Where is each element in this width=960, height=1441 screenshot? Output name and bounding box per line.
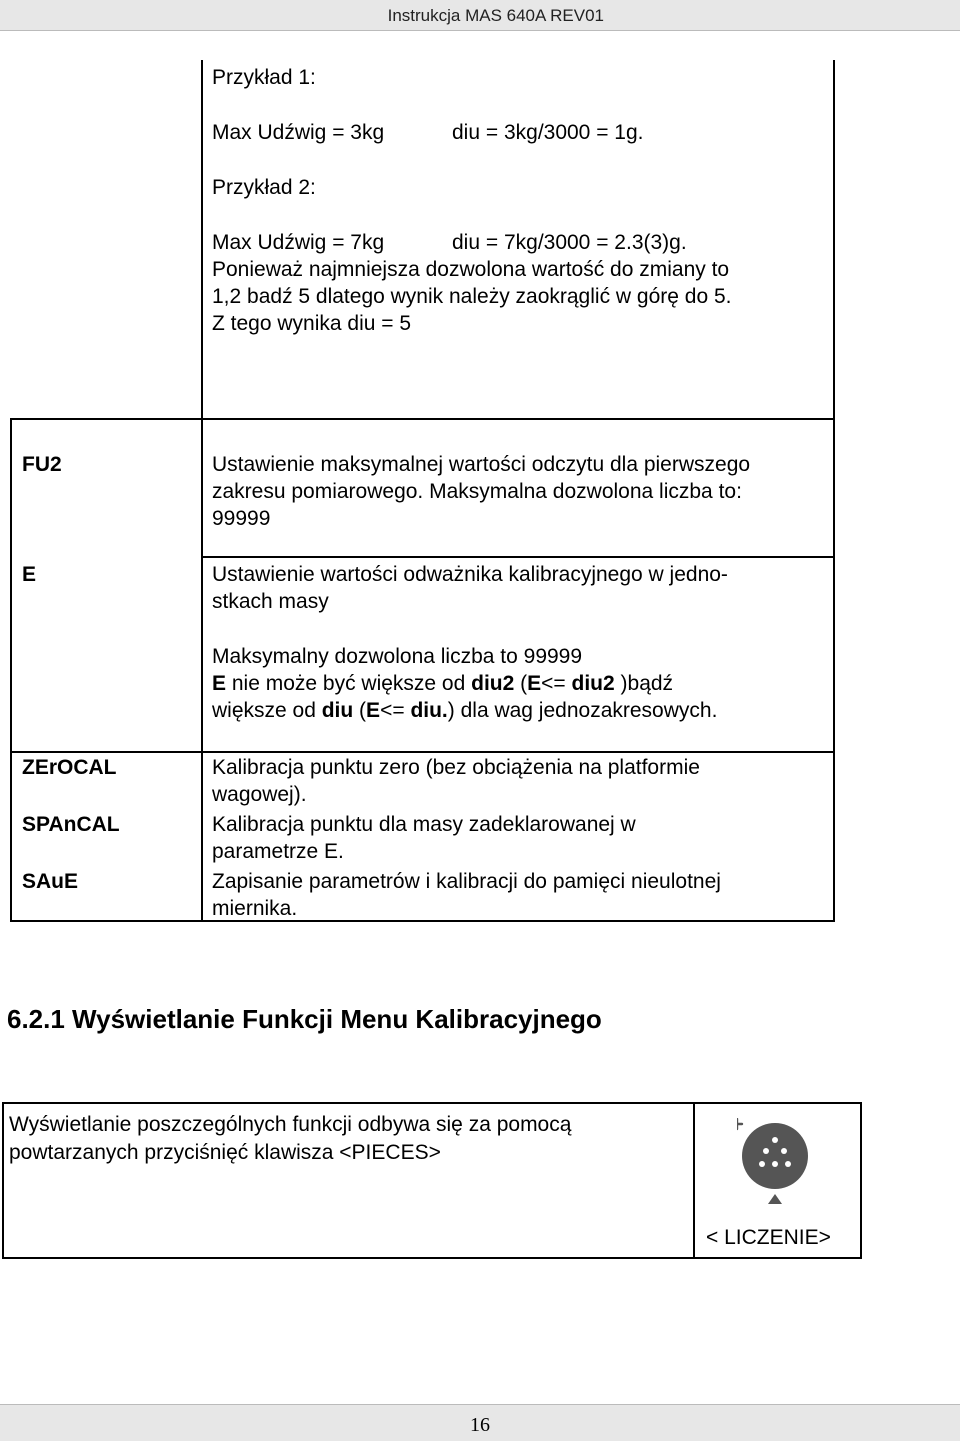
text-run: ( xyxy=(353,699,367,722)
param-code-spancal: SPAnCAL xyxy=(22,813,120,836)
key-cell xyxy=(695,1104,860,1257)
example-1-diu: diu = 3kg/3000 = 1g. xyxy=(452,121,644,144)
pieces-key-icon xyxy=(737,1118,823,1204)
param-description-rule xyxy=(212,697,717,724)
param-description: stkach masy xyxy=(212,590,329,613)
table-divider-vertical xyxy=(201,60,203,922)
example-1-max: Max Udźwig = 3kg xyxy=(212,121,385,144)
param-description: Ustawienie wartości odważnika kalibracyjnego w jedno- xyxy=(212,563,728,586)
param-description-rule xyxy=(212,670,673,697)
param-description: wagowej). xyxy=(212,783,307,806)
document-footer xyxy=(0,1404,960,1441)
table-border-bottom xyxy=(10,920,835,922)
param-code-zerocal: ZErOCAL xyxy=(22,756,117,779)
text-run: )bądź xyxy=(614,672,674,695)
param-code-e: E xyxy=(22,563,37,586)
document-title: Instrukcja MAS 640A REV01 xyxy=(387,6,604,25)
table-border-right xyxy=(833,60,835,922)
diu-ref: diu. xyxy=(410,699,448,722)
text-run: ) dla wag jednozakresowych. xyxy=(447,699,718,722)
param-description: Ustawienie maksymalnej wartości odczytu dla pierwszego xyxy=(212,453,751,476)
text-run: nie może być większe od xyxy=(226,672,472,695)
param-description: Kalibracja punktu zero (bez obciążenia na platformie xyxy=(212,756,700,779)
table-row-separator xyxy=(10,751,835,753)
text-run: <= xyxy=(380,699,411,722)
diu2-ref: diu2 xyxy=(471,672,515,695)
instruction-text xyxy=(9,1111,571,1167)
example-2-note: Ponieważ najmniejsza dozwolona wartość do zmiany to xyxy=(212,258,730,281)
param-description: zakresu pomiarowego. Maksymalna dozwolona liczba to: xyxy=(212,480,742,503)
example-1-title: Przykład 1: xyxy=(212,66,316,89)
param-code-fu2: FU2 xyxy=(22,453,62,476)
e-ref: E xyxy=(366,699,381,722)
param-description: Kalibracja punktu dla masy zadeklarowanej w xyxy=(212,813,636,836)
table-row-separator xyxy=(10,418,835,420)
diu2-ref: diu2 xyxy=(571,672,615,695)
text-run: ( xyxy=(514,672,528,695)
example-2-note: 1,2 badź 5 dlatego wynik należy zaokrąglić w górę do 5. xyxy=(212,285,732,308)
document-header xyxy=(0,0,960,31)
instruction-box xyxy=(2,1102,862,1259)
param-code-saue: SAuE xyxy=(22,870,79,893)
text-run: większe od xyxy=(212,699,322,722)
key-label: < LICZENIE> xyxy=(706,1226,831,1249)
table-border-left xyxy=(10,418,12,922)
e-ref: E xyxy=(527,672,542,695)
e-ref: E xyxy=(212,672,227,695)
section-heading: 6.2.1 Wyświetlanie Funkcji Menu Kalibracyjnego xyxy=(7,1004,602,1034)
instruction-line: Wyświetlanie poszczególnych funkcji odbywa się za pomocą xyxy=(9,1113,572,1136)
param-description: Zapisanie parametrów i kalibracji do pamięci nieulotnej xyxy=(212,870,721,893)
param-description: parametrze E. xyxy=(212,840,344,863)
example-2-max: Max Udźwig = 7kg xyxy=(212,231,385,254)
param-description: 99999 xyxy=(212,507,271,530)
table-row-separator xyxy=(201,556,835,558)
diu-ref: diu xyxy=(321,699,354,722)
text-run: <= xyxy=(541,672,572,695)
param-description: miernika. xyxy=(212,897,298,920)
example-2-title: Przykład 2: xyxy=(212,176,316,199)
param-description: Maksymalny dozwolona liczba to 99999 xyxy=(212,645,583,668)
instruction-line: powtarzanych przyciśnięć klawisza <PIECES> xyxy=(9,1141,441,1164)
page-number: 16 xyxy=(470,1414,490,1436)
example-2-diu: diu = 7kg/3000 = 2.3(3)g. xyxy=(452,231,687,254)
example-2-note: Z tego wynika diu = 5 xyxy=(212,312,412,335)
